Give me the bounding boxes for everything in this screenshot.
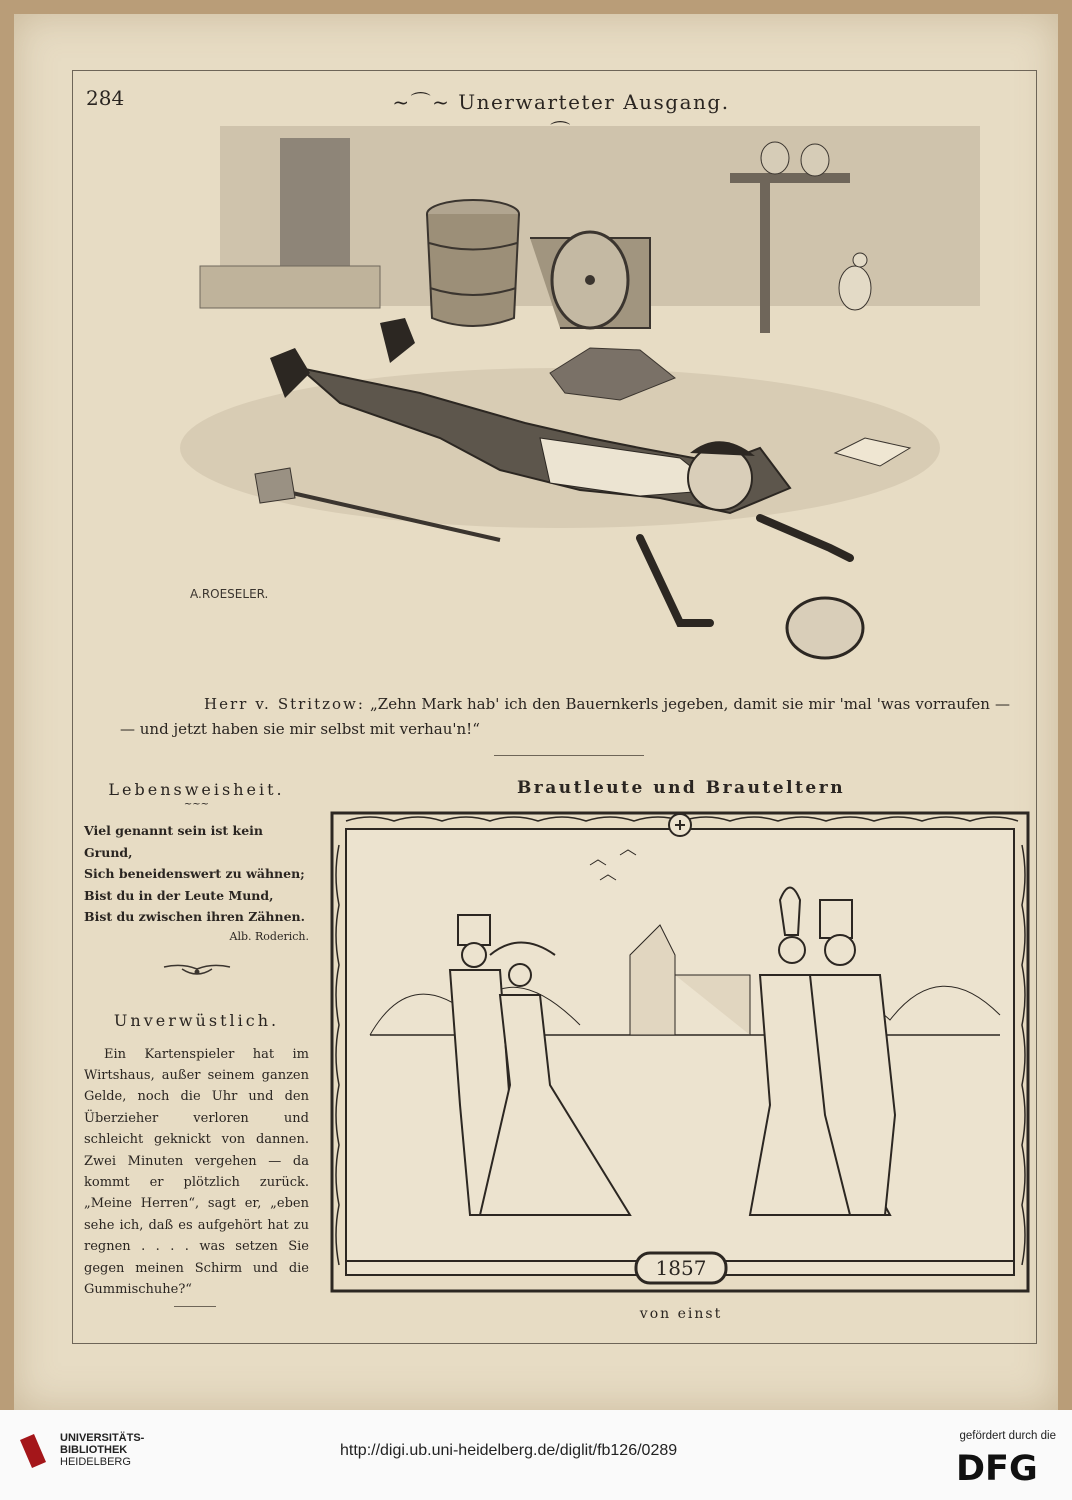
stone-step bbox=[200, 266, 380, 308]
library-name-line: HEIDELBERG bbox=[60, 1456, 131, 1468]
poem-title: Lebensweisheit. bbox=[108, 780, 285, 799]
framed-illustration bbox=[330, 805, 1032, 1300]
university-library-icon bbox=[12, 1430, 52, 1480]
funding-text: gefördert durch die bbox=[959, 1430, 1056, 1442]
story-title: Unverwüstlich. bbox=[113, 1010, 280, 1030]
left-column bbox=[84, 780, 309, 1307]
library-name bbox=[60, 1432, 144, 1468]
fallen-hat bbox=[787, 598, 863, 658]
caption-text: „Zehn Mark hab' ich den Bauernkerls jegeben, damit sie mir 'mal 'was vorraufen — — und jetzt haben sie mir selbst mit verhau'n!“ bbox=[120, 695, 1010, 738]
man-head bbox=[688, 446, 752, 510]
year-label: 1857 bbox=[655, 1256, 707, 1280]
dfg-logo-icon bbox=[954, 1446, 1056, 1486]
poem-line: Bist du in der Leute Mund, bbox=[84, 887, 274, 903]
cartoon-title: Brautleute und Brauteltern bbox=[516, 778, 846, 798]
fallen-barrel bbox=[530, 232, 650, 328]
story-text: Ein Kartenspieler hat im Wirtshaus, außer seinem ganzen Gelde, noch die Uhr und den Überzieher verloren und schleicht geknickt von dannen. Zwei Minuten vergehen — da kommt er plötzlich zurück. „Meine Herren“, sagt er, „eben sehe ich, daß es aufgehört hat zu regnen . . . . was setzen Sie gegen meinen Schirm und die Gummischuhe?“ bbox=[84, 1046, 309, 1297]
poem-line: Bist du zwischen ihren Zähnen. bbox=[84, 909, 306, 924]
top-illustration bbox=[120, 118, 1000, 680]
digital-library-footer bbox=[0, 1410, 1072, 1500]
dfg-logo-text: DFG bbox=[956, 1449, 1038, 1486]
illustration-caption: von einst bbox=[639, 1306, 723, 1322]
upright-barrel bbox=[427, 200, 519, 326]
poem-line: Viel genannt sein ist kein Grund, bbox=[84, 823, 264, 860]
library-name-line: UNIVERSITÄTS- bbox=[60, 1432, 145, 1444]
poem-text bbox=[84, 820, 309, 928]
running-title-text: Unerwarteter Ausgang. bbox=[458, 90, 730, 114]
story-end-divider bbox=[174, 1306, 216, 1307]
library-name-line: BIBLIOTHEK bbox=[60, 1444, 128, 1456]
page-number: 284 bbox=[86, 86, 125, 110]
title-flourish-left: ~⌒~ bbox=[392, 90, 451, 114]
caption-speaker: Herr v. Stritzow: bbox=[204, 695, 365, 713]
page-header bbox=[86, 86, 1032, 114]
decorative-ornament bbox=[162, 961, 232, 981]
source-url[interactable]: http://digi.ub.uni-heidelberg.de/diglit/fb126/0289 bbox=[340, 1442, 678, 1459]
small-ornament: ~~~ bbox=[183, 799, 210, 810]
poem-line: Sich beneidenswert zu wähnen; bbox=[84, 866, 305, 881]
section-divider bbox=[494, 755, 644, 756]
poem-author: Alb. Roderich. bbox=[229, 929, 309, 943]
artist-signature: A.ROESELER. bbox=[190, 587, 269, 601]
top-caption bbox=[120, 692, 1010, 742]
